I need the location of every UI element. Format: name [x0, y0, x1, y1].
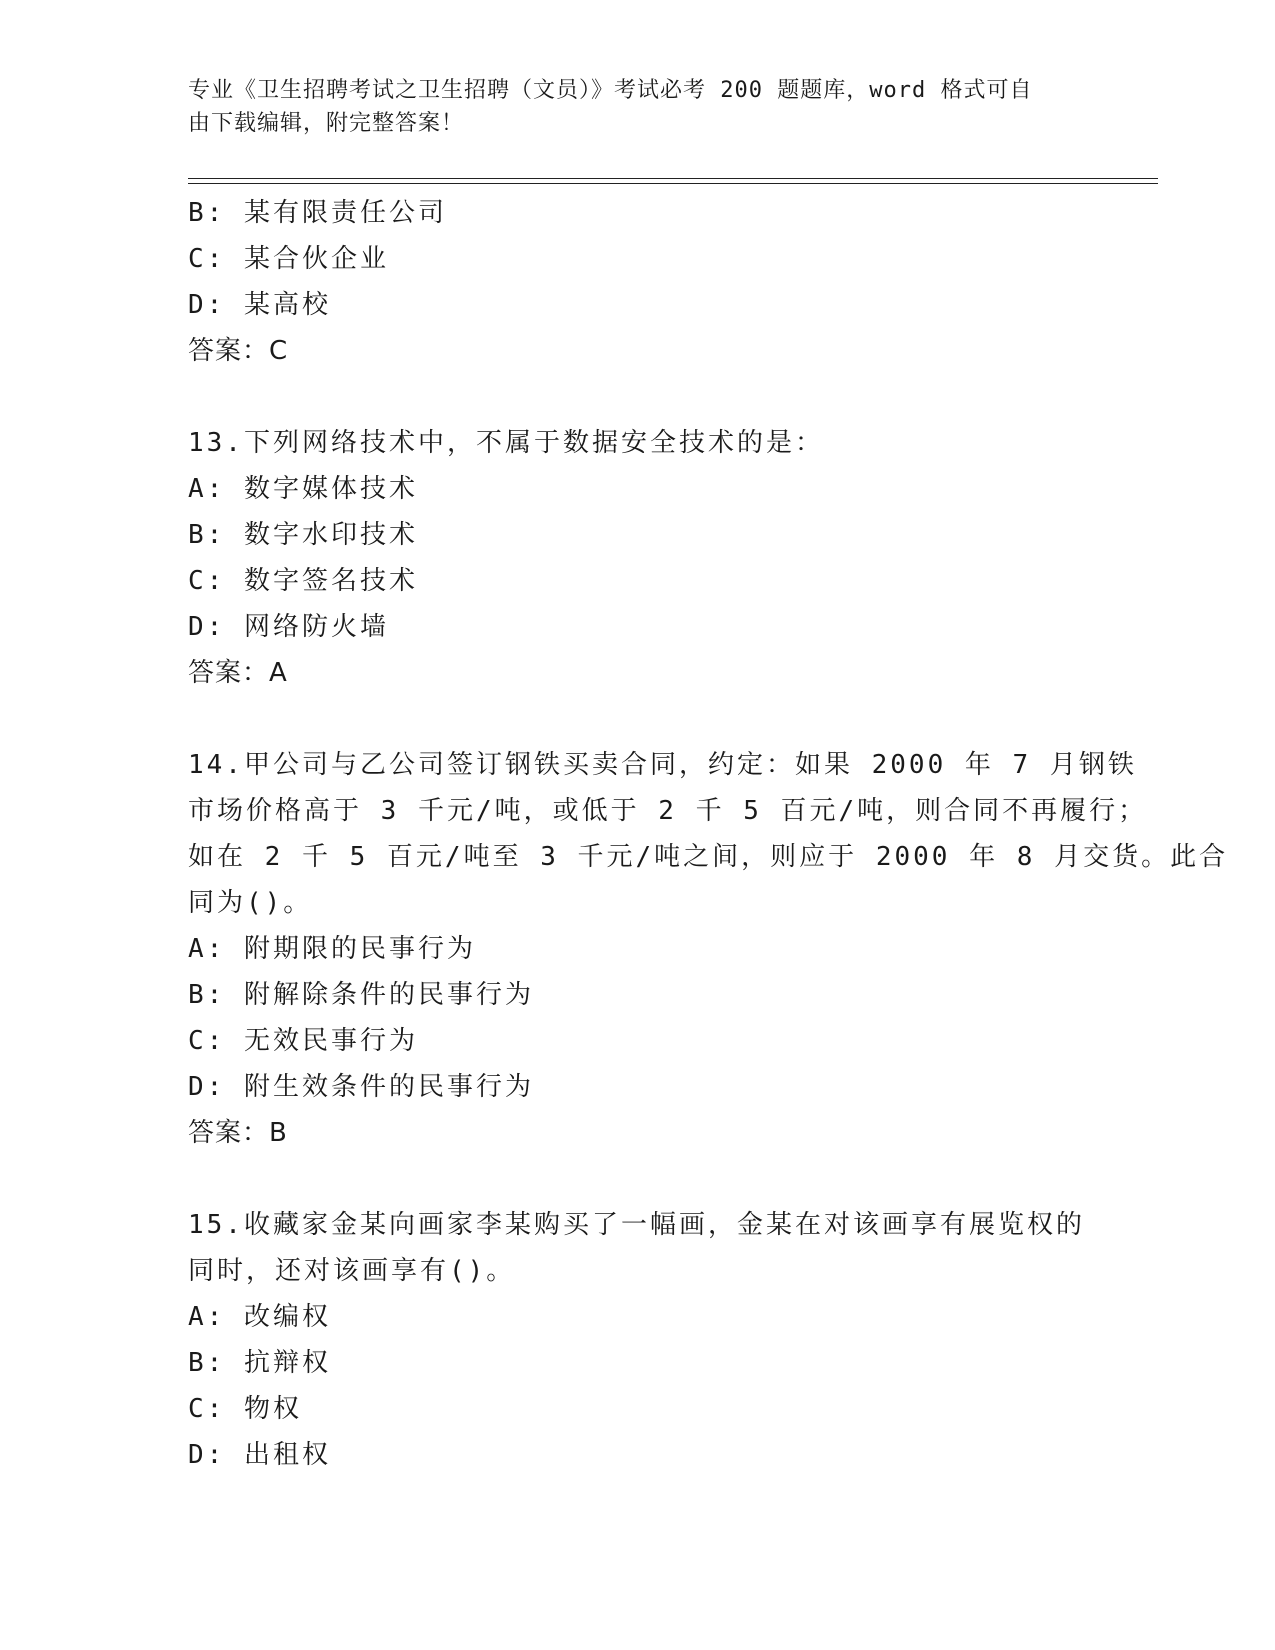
question-spacer — [188, 374, 1088, 420]
question-list — [188, 190, 1229, 1478]
question-13-option-a: A: 数字媒体技术 — [188, 474, 418, 504]
question-14-stem-line-1: 14.甲公司与乙公司签订钢铁买卖合同，约定：如果 2000 年 7 月钢铁 — [188, 750, 1137, 780]
question-15-option-a: A: 改编权 — [188, 1302, 331, 1332]
question-14-answer: 答案：B — [188, 1118, 288, 1148]
question-13-answer: 答案：A — [188, 658, 288, 688]
question-13-option-d: D: 网络防火墙 — [188, 612, 389, 642]
question-15-option-c: C: 物权 — [188, 1394, 302, 1424]
question-13-option-b: B: 数字水印技术 — [188, 520, 418, 550]
question-12-answer: 答案：C — [188, 336, 289, 366]
question-14-option-b: B: 附解除条件的民事行为 — [188, 980, 534, 1010]
question-12-option-d: D: 某高校 — [188, 290, 331, 320]
header-line-1: 专业《卫生招聘考试之卫生招聘（文员）》考试必考 200 题题库，word 格式可自 — [188, 78, 1033, 103]
header-divider-top — [188, 178, 1158, 179]
question-14-stem-line-2: 市场价格高于 3 千元/吨，或低于 2 千 5 百元/吨，则合同不再履行； — [188, 796, 1148, 826]
question-13-stem: 13.下列网络技术中，不属于数据安全技术的是： — [188, 428, 824, 458]
question-13-option-c: C: 数字签名技术 — [188, 566, 418, 596]
question-12-option-b: B: 某有限责任公司 — [188, 198, 447, 228]
question-14-option-c: C: 无效民事行为 — [188, 1026, 418, 1056]
question-15-option-b: B: 抗辩权 — [188, 1348, 331, 1378]
question-13 — [188, 420, 1088, 696]
question-15-option-d: D: 出租权 — [188, 1440, 331, 1470]
question-12-option-c: C: 某合伙企业 — [188, 244, 389, 274]
header-line-2: 由下载编辑，附完整答案！ — [188, 111, 465, 136]
question-14-stem-line-3: 如在 2 千 5 百元/吨至 3 千元/吨之间，则应于 2000 年 8 月交货。此合 — [188, 842, 1229, 872]
question-14-stem-line-4: 同为()。 — [188, 888, 313, 918]
question-spacer — [188, 696, 1088, 742]
document-header — [188, 74, 1088, 140]
question-14-option-d: D: 附生效条件的民事行为 — [188, 1072, 534, 1102]
question-15-stem-line-2: 同时，还对该画享有()。 — [188, 1256, 516, 1286]
question-spacer — [188, 1156, 1088, 1202]
question-12-tail — [188, 190, 1088, 374]
question-14 — [188, 742, 1229, 1156]
header-divider-bottom — [188, 183, 1158, 184]
question-15 — [188, 1202, 1088, 1478]
question-15-stem-line-1: 15.收藏家金某向画家李某购买了一幅画，金某在对该画享有展览权的 — [188, 1210, 1085, 1240]
question-14-option-a: A: 附期限的民事行为 — [188, 934, 476, 964]
